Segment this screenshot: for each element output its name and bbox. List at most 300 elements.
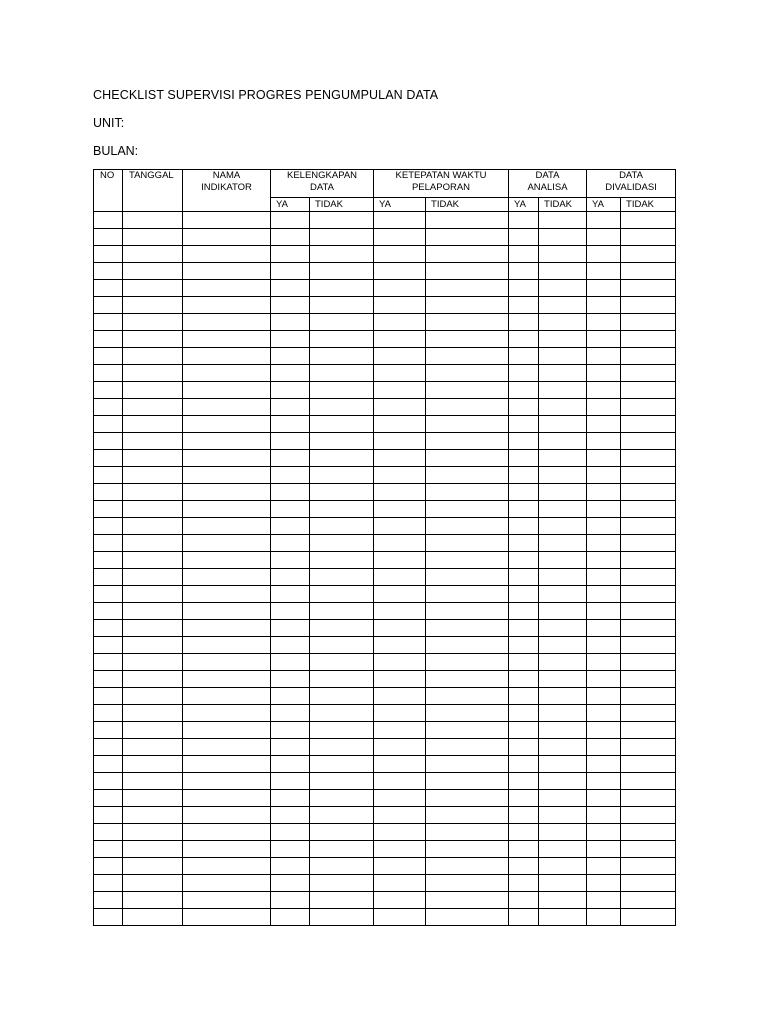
- cell-ketepatan-ya[interactable]: [374, 688, 426, 705]
- cell-ketepatan-ya[interactable]: [374, 450, 426, 467]
- cell-divalidasi-ya[interactable]: [587, 433, 621, 450]
- cell-nama-indikator[interactable]: [183, 416, 271, 433]
- cell-analisa-ya[interactable]: [509, 705, 539, 722]
- cell-ketepatan-tidak[interactable]: [426, 263, 509, 280]
- cell-tanggal[interactable]: [123, 416, 183, 433]
- cell-divalidasi-ya[interactable]: [587, 552, 621, 569]
- cell-divalidasi-ya[interactable]: [587, 535, 621, 552]
- cell-kelengkapan-ya[interactable]: [271, 552, 310, 569]
- cell-nama-indikator[interactable]: [183, 212, 271, 229]
- cell-divalidasi-ya[interactable]: [587, 739, 621, 756]
- cell-analisa-ya[interactable]: [509, 790, 539, 807]
- cell-tanggal[interactable]: [123, 263, 183, 280]
- cell-divalidasi-ya[interactable]: [587, 467, 621, 484]
- cell-analisa-tidak[interactable]: [539, 348, 587, 365]
- cell-analisa-tidak[interactable]: [539, 773, 587, 790]
- cell-divalidasi-tidak[interactable]: [621, 501, 676, 518]
- cell-nama-indikator[interactable]: [183, 280, 271, 297]
- cell-nama-indikator[interactable]: [183, 620, 271, 637]
- cell-ketepatan-ya[interactable]: [374, 756, 426, 773]
- cell-kelengkapan-tidak[interactable]: [310, 382, 374, 399]
- cell-analisa-tidak[interactable]: [539, 416, 587, 433]
- cell-divalidasi-ya[interactable]: [587, 892, 621, 909]
- cell-divalidasi-tidak[interactable]: [621, 671, 676, 688]
- cell-analisa-tidak[interactable]: [539, 484, 587, 501]
- cell-divalidasi-tidak[interactable]: [621, 416, 676, 433]
- cell-divalidasi-tidak[interactable]: [621, 637, 676, 654]
- cell-kelengkapan-ya[interactable]: [271, 688, 310, 705]
- cell-ketepatan-ya[interactable]: [374, 212, 426, 229]
- cell-kelengkapan-ya[interactable]: [271, 705, 310, 722]
- cell-analisa-tidak[interactable]: [539, 229, 587, 246]
- cell-kelengkapan-ya[interactable]: [271, 501, 310, 518]
- cell-divalidasi-tidak[interactable]: [621, 773, 676, 790]
- cell-no[interactable]: [94, 892, 123, 909]
- cell-tanggal[interactable]: [123, 807, 183, 824]
- cell-divalidasi-tidak[interactable]: [621, 722, 676, 739]
- cell-no[interactable]: [94, 620, 123, 637]
- cell-kelengkapan-tidak[interactable]: [310, 620, 374, 637]
- cell-nama-indikator[interactable]: [183, 739, 271, 756]
- cell-tanggal[interactable]: [123, 314, 183, 331]
- cell-kelengkapan-tidak[interactable]: [310, 433, 374, 450]
- cell-analisa-ya[interactable]: [509, 654, 539, 671]
- cell-analisa-ya[interactable]: [509, 824, 539, 841]
- cell-divalidasi-ya[interactable]: [587, 858, 621, 875]
- cell-kelengkapan-ya[interactable]: [271, 892, 310, 909]
- cell-analisa-ya[interactable]: [509, 807, 539, 824]
- cell-analisa-ya[interactable]: [509, 586, 539, 603]
- cell-no[interactable]: [94, 807, 123, 824]
- cell-ketepatan-ya[interactable]: [374, 620, 426, 637]
- cell-ketepatan-ya[interactable]: [374, 705, 426, 722]
- cell-ketepatan-ya[interactable]: [374, 654, 426, 671]
- cell-kelengkapan-tidak[interactable]: [310, 875, 374, 892]
- cell-analisa-ya[interactable]: [509, 263, 539, 280]
- cell-nama-indikator[interactable]: [183, 705, 271, 722]
- cell-ketepatan-tidak[interactable]: [426, 637, 509, 654]
- cell-kelengkapan-tidak[interactable]: [310, 416, 374, 433]
- cell-analisa-ya[interactable]: [509, 229, 539, 246]
- cell-nama-indikator[interactable]: [183, 756, 271, 773]
- cell-nama-indikator[interactable]: [183, 841, 271, 858]
- cell-divalidasi-ya[interactable]: [587, 841, 621, 858]
- cell-tanggal[interactable]: [123, 518, 183, 535]
- cell-ketepatan-tidak[interactable]: [426, 569, 509, 586]
- cell-kelengkapan-ya[interactable]: [271, 331, 310, 348]
- cell-ketepatan-ya[interactable]: [374, 807, 426, 824]
- cell-analisa-ya[interactable]: [509, 501, 539, 518]
- cell-analisa-ya[interactable]: [509, 671, 539, 688]
- cell-ketepatan-ya[interactable]: [374, 858, 426, 875]
- cell-tanggal[interactable]: [123, 841, 183, 858]
- cell-analisa-ya[interactable]: [509, 722, 539, 739]
- cell-tanggal[interactable]: [123, 773, 183, 790]
- cell-analisa-tidak[interactable]: [539, 739, 587, 756]
- cell-nama-indikator[interactable]: [183, 790, 271, 807]
- cell-ketepatan-ya[interactable]: [374, 841, 426, 858]
- cell-analisa-ya[interactable]: [509, 518, 539, 535]
- cell-kelengkapan-tidak[interactable]: [310, 841, 374, 858]
- cell-kelengkapan-ya[interactable]: [271, 280, 310, 297]
- cell-kelengkapan-ya[interactable]: [271, 314, 310, 331]
- cell-tanggal[interactable]: [123, 637, 183, 654]
- cell-analisa-tidak[interactable]: [539, 858, 587, 875]
- cell-no[interactable]: [94, 263, 123, 280]
- cell-analisa-ya[interactable]: [509, 314, 539, 331]
- cell-kelengkapan-ya[interactable]: [271, 841, 310, 858]
- cell-analisa-tidak[interactable]: [539, 875, 587, 892]
- cell-ketepatan-ya[interactable]: [374, 280, 426, 297]
- cell-analisa-ya[interactable]: [509, 280, 539, 297]
- cell-ketepatan-tidak[interactable]: [426, 603, 509, 620]
- cell-kelengkapan-tidak[interactable]: [310, 892, 374, 909]
- cell-divalidasi-tidak[interactable]: [621, 807, 676, 824]
- cell-divalidasi-ya[interactable]: [587, 637, 621, 654]
- cell-analisa-tidak[interactable]: [539, 331, 587, 348]
- cell-tanggal[interactable]: [123, 467, 183, 484]
- cell-ketepatan-tidak[interactable]: [426, 705, 509, 722]
- cell-analisa-ya[interactable]: [509, 246, 539, 263]
- cell-nama-indikator[interactable]: [183, 229, 271, 246]
- cell-nama-indikator[interactable]: [183, 331, 271, 348]
- cell-nama-indikator[interactable]: [183, 552, 271, 569]
- cell-tanggal[interactable]: [123, 603, 183, 620]
- cell-kelengkapan-tidak[interactable]: [310, 739, 374, 756]
- cell-analisa-ya[interactable]: [509, 535, 539, 552]
- cell-ketepatan-ya[interactable]: [374, 586, 426, 603]
- cell-divalidasi-tidak[interactable]: [621, 586, 676, 603]
- cell-divalidasi-ya[interactable]: [587, 484, 621, 501]
- cell-ketepatan-tidak[interactable]: [426, 246, 509, 263]
- cell-nama-indikator[interactable]: [183, 484, 271, 501]
- cell-kelengkapan-ya[interactable]: [271, 586, 310, 603]
- cell-ketepatan-tidak[interactable]: [426, 314, 509, 331]
- cell-ketepatan-tidak[interactable]: [426, 518, 509, 535]
- cell-no[interactable]: [94, 858, 123, 875]
- cell-kelengkapan-ya[interactable]: [271, 467, 310, 484]
- cell-ketepatan-ya[interactable]: [374, 739, 426, 756]
- cell-kelengkapan-tidak[interactable]: [310, 467, 374, 484]
- cell-ketepatan-ya[interactable]: [374, 314, 426, 331]
- cell-kelengkapan-ya[interactable]: [271, 603, 310, 620]
- cell-ketepatan-tidak[interactable]: [426, 620, 509, 637]
- cell-tanggal[interactable]: [123, 297, 183, 314]
- cell-divalidasi-ya[interactable]: [587, 671, 621, 688]
- cell-analisa-ya[interactable]: [509, 365, 539, 382]
- cell-kelengkapan-tidak[interactable]: [310, 722, 374, 739]
- cell-kelengkapan-tidak[interactable]: [310, 263, 374, 280]
- cell-nama-indikator[interactable]: [183, 501, 271, 518]
- cell-no[interactable]: [94, 841, 123, 858]
- cell-ketepatan-ya[interactable]: [374, 331, 426, 348]
- cell-kelengkapan-tidak[interactable]: [310, 603, 374, 620]
- cell-tanggal[interactable]: [123, 858, 183, 875]
- cell-nama-indikator[interactable]: [183, 263, 271, 280]
- cell-analisa-ya[interactable]: [509, 858, 539, 875]
- cell-analisa-tidak[interactable]: [539, 671, 587, 688]
- cell-ketepatan-tidak[interactable]: [426, 280, 509, 297]
- cell-divalidasi-tidak[interactable]: [621, 875, 676, 892]
- cell-divalidasi-ya[interactable]: [587, 399, 621, 416]
- cell-kelengkapan-ya[interactable]: [271, 654, 310, 671]
- cell-kelengkapan-tidak[interactable]: [310, 365, 374, 382]
- cell-nama-indikator[interactable]: [183, 569, 271, 586]
- cell-ketepatan-tidak[interactable]: [426, 790, 509, 807]
- cell-ketepatan-ya[interactable]: [374, 569, 426, 586]
- cell-tanggal[interactable]: [123, 620, 183, 637]
- cell-divalidasi-tidak[interactable]: [621, 654, 676, 671]
- cell-analisa-tidak[interactable]: [539, 654, 587, 671]
- cell-kelengkapan-tidak[interactable]: [310, 773, 374, 790]
- cell-nama-indikator[interactable]: [183, 858, 271, 875]
- cell-kelengkapan-ya[interactable]: [271, 569, 310, 586]
- cell-no[interactable]: [94, 739, 123, 756]
- cell-kelengkapan-tidak[interactable]: [310, 535, 374, 552]
- cell-kelengkapan-tidak[interactable]: [310, 314, 374, 331]
- cell-kelengkapan-ya[interactable]: [271, 263, 310, 280]
- cell-kelengkapan-tidak[interactable]: [310, 705, 374, 722]
- cell-kelengkapan-ya[interactable]: [271, 671, 310, 688]
- cell-analisa-ya[interactable]: [509, 841, 539, 858]
- cell-analisa-tidak[interactable]: [539, 756, 587, 773]
- cell-analisa-ya[interactable]: [509, 773, 539, 790]
- cell-divalidasi-ya[interactable]: [587, 450, 621, 467]
- cell-nama-indikator[interactable]: [183, 892, 271, 909]
- cell-kelengkapan-tidak[interactable]: [310, 671, 374, 688]
- cell-divalidasi-tidak[interactable]: [621, 229, 676, 246]
- cell-divalidasi-tidak[interactable]: [621, 756, 676, 773]
- cell-no[interactable]: [94, 450, 123, 467]
- cell-tanggal[interactable]: [123, 790, 183, 807]
- cell-ketepatan-tidak[interactable]: [426, 875, 509, 892]
- cell-analisa-ya[interactable]: [509, 297, 539, 314]
- cell-divalidasi-ya[interactable]: [587, 773, 621, 790]
- cell-kelengkapan-ya[interactable]: [271, 365, 310, 382]
- cell-tanggal[interactable]: [123, 892, 183, 909]
- cell-divalidasi-tidak[interactable]: [621, 263, 676, 280]
- cell-divalidasi-ya[interactable]: [587, 688, 621, 705]
- cell-no[interactable]: [94, 705, 123, 722]
- cell-divalidasi-tidak[interactable]: [621, 790, 676, 807]
- cell-divalidasi-tidak[interactable]: [621, 518, 676, 535]
- cell-kelengkapan-ya[interactable]: [271, 484, 310, 501]
- cell-no[interactable]: [94, 552, 123, 569]
- cell-divalidasi-tidak[interactable]: [621, 297, 676, 314]
- cell-analisa-tidak[interactable]: [539, 365, 587, 382]
- cell-ketepatan-ya[interactable]: [374, 382, 426, 399]
- cell-divalidasi-tidak[interactable]: [621, 348, 676, 365]
- cell-no[interactable]: [94, 909, 123, 926]
- cell-ketepatan-ya[interactable]: [374, 501, 426, 518]
- cell-analisa-ya[interactable]: [509, 450, 539, 467]
- cell-kelengkapan-ya[interactable]: [271, 348, 310, 365]
- cell-divalidasi-ya[interactable]: [587, 212, 621, 229]
- cell-ketepatan-tidak[interactable]: [426, 501, 509, 518]
- cell-no[interactable]: [94, 756, 123, 773]
- cell-ketepatan-ya[interactable]: [374, 892, 426, 909]
- cell-tanggal[interactable]: [123, 229, 183, 246]
- cell-kelengkapan-tidak[interactable]: [310, 654, 374, 671]
- cell-divalidasi-tidak[interactable]: [621, 552, 676, 569]
- cell-kelengkapan-ya[interactable]: [271, 875, 310, 892]
- cell-analisa-tidak[interactable]: [539, 807, 587, 824]
- cell-ketepatan-ya[interactable]: [374, 909, 426, 926]
- cell-nama-indikator[interactable]: [183, 722, 271, 739]
- cell-kelengkapan-tidak[interactable]: [310, 569, 374, 586]
- cell-no[interactable]: [94, 399, 123, 416]
- cell-analisa-ya[interactable]: [509, 909, 539, 926]
- cell-nama-indikator[interactable]: [183, 671, 271, 688]
- cell-analisa-tidak[interactable]: [539, 212, 587, 229]
- cell-ketepatan-tidak[interactable]: [426, 892, 509, 909]
- cell-tanggal[interactable]: [123, 382, 183, 399]
- cell-divalidasi-tidak[interactable]: [621, 909, 676, 926]
- cell-divalidasi-ya[interactable]: [587, 518, 621, 535]
- cell-no[interactable]: [94, 280, 123, 297]
- cell-analisa-tidak[interactable]: [539, 892, 587, 909]
- cell-divalidasi-tidak[interactable]: [621, 688, 676, 705]
- cell-ketepatan-tidak[interactable]: [426, 756, 509, 773]
- cell-no[interactable]: [94, 790, 123, 807]
- cell-analisa-ya[interactable]: [509, 467, 539, 484]
- cell-nama-indikator[interactable]: [183, 450, 271, 467]
- cell-kelengkapan-ya[interactable]: [271, 790, 310, 807]
- cell-no[interactable]: [94, 246, 123, 263]
- cell-divalidasi-tidak[interactable]: [621, 212, 676, 229]
- cell-divalidasi-tidak[interactable]: [621, 382, 676, 399]
- cell-nama-indikator[interactable]: [183, 246, 271, 263]
- cell-analisa-tidak[interactable]: [539, 688, 587, 705]
- cell-ketepatan-tidak[interactable]: [426, 909, 509, 926]
- cell-ketepatan-tidak[interactable]: [426, 229, 509, 246]
- cell-no[interactable]: [94, 314, 123, 331]
- cell-divalidasi-ya[interactable]: [587, 756, 621, 773]
- cell-divalidasi-tidak[interactable]: [621, 620, 676, 637]
- cell-tanggal[interactable]: [123, 569, 183, 586]
- cell-analisa-tidak[interactable]: [539, 722, 587, 739]
- cell-no[interactable]: [94, 535, 123, 552]
- cell-tanggal[interactable]: [123, 722, 183, 739]
- cell-ketepatan-tidak[interactable]: [426, 467, 509, 484]
- cell-ketepatan-tidak[interactable]: [426, 382, 509, 399]
- cell-kelengkapan-tidak[interactable]: [310, 450, 374, 467]
- cell-kelengkapan-tidak[interactable]: [310, 484, 374, 501]
- cell-analisa-tidak[interactable]: [539, 263, 587, 280]
- cell-kelengkapan-tidak[interactable]: [310, 331, 374, 348]
- cell-ketepatan-ya[interactable]: [374, 722, 426, 739]
- cell-ketepatan-tidak[interactable]: [426, 807, 509, 824]
- cell-no[interactable]: [94, 365, 123, 382]
- cell-tanggal[interactable]: [123, 280, 183, 297]
- cell-ketepatan-ya[interactable]: [374, 637, 426, 654]
- cell-analisa-tidak[interactable]: [539, 246, 587, 263]
- cell-ketepatan-ya[interactable]: [374, 552, 426, 569]
- cell-tanggal[interactable]: [123, 365, 183, 382]
- cell-kelengkapan-tidak[interactable]: [310, 229, 374, 246]
- cell-no[interactable]: [94, 416, 123, 433]
- cell-divalidasi-tidak[interactable]: [621, 858, 676, 875]
- cell-analisa-tidak[interactable]: [539, 705, 587, 722]
- cell-tanggal[interactable]: [123, 399, 183, 416]
- cell-ketepatan-tidak[interactable]: [426, 739, 509, 756]
- cell-tanggal[interactable]: [123, 348, 183, 365]
- cell-ketepatan-tidak[interactable]: [426, 552, 509, 569]
- cell-kelengkapan-tidak[interactable]: [310, 212, 374, 229]
- cell-tanggal[interactable]: [123, 331, 183, 348]
- cell-divalidasi-ya[interactable]: [587, 348, 621, 365]
- cell-nama-indikator[interactable]: [183, 382, 271, 399]
- cell-kelengkapan-ya[interactable]: [271, 807, 310, 824]
- cell-nama-indikator[interactable]: [183, 688, 271, 705]
- cell-kelengkapan-ya[interactable]: [271, 756, 310, 773]
- cell-no[interactable]: [94, 484, 123, 501]
- cell-kelengkapan-ya[interactable]: [271, 535, 310, 552]
- cell-kelengkapan-ya[interactable]: [271, 722, 310, 739]
- cell-divalidasi-ya[interactable]: [587, 246, 621, 263]
- cell-nama-indikator[interactable]: [183, 433, 271, 450]
- cell-analisa-tidak[interactable]: [539, 501, 587, 518]
- cell-no[interactable]: [94, 467, 123, 484]
- cell-divalidasi-tidak[interactable]: [621, 314, 676, 331]
- cell-analisa-ya[interactable]: [509, 756, 539, 773]
- cell-kelengkapan-ya[interactable]: [271, 416, 310, 433]
- cell-divalidasi-tidak[interactable]: [621, 280, 676, 297]
- cell-kelengkapan-tidak[interactable]: [310, 858, 374, 875]
- cell-ketepatan-ya[interactable]: [374, 433, 426, 450]
- cell-nama-indikator[interactable]: [183, 365, 271, 382]
- cell-no[interactable]: [94, 501, 123, 518]
- cell-ketepatan-tidak[interactable]: [426, 433, 509, 450]
- cell-analisa-tidak[interactable]: [539, 433, 587, 450]
- cell-ketepatan-tidak[interactable]: [426, 858, 509, 875]
- cell-nama-indikator[interactable]: [183, 535, 271, 552]
- cell-ketepatan-ya[interactable]: [374, 484, 426, 501]
- cell-ketepatan-ya[interactable]: [374, 671, 426, 688]
- cell-divalidasi-tidak[interactable]: [621, 246, 676, 263]
- cell-ketepatan-ya[interactable]: [374, 348, 426, 365]
- cell-divalidasi-ya[interactable]: [587, 586, 621, 603]
- cell-divalidasi-ya[interactable]: [587, 382, 621, 399]
- cell-kelengkapan-tidak[interactable]: [310, 688, 374, 705]
- cell-analisa-tidak[interactable]: [539, 450, 587, 467]
- cell-analisa-tidak[interactable]: [539, 603, 587, 620]
- cell-ketepatan-ya[interactable]: [374, 246, 426, 263]
- cell-kelengkapan-tidak[interactable]: [310, 807, 374, 824]
- cell-divalidasi-ya[interactable]: [587, 314, 621, 331]
- cell-kelengkapan-ya[interactable]: [271, 858, 310, 875]
- cell-divalidasi-ya[interactable]: [587, 620, 621, 637]
- cell-analisa-ya[interactable]: [509, 739, 539, 756]
- cell-no[interactable]: [94, 603, 123, 620]
- cell-no[interactable]: [94, 824, 123, 841]
- cell-kelengkapan-tidak[interactable]: [310, 348, 374, 365]
- cell-analisa-ya[interactable]: [509, 875, 539, 892]
- cell-ketepatan-ya[interactable]: [374, 790, 426, 807]
- cell-analisa-ya[interactable]: [509, 212, 539, 229]
- cell-divalidasi-tidak[interactable]: [621, 535, 676, 552]
- cell-ketepatan-tidak[interactable]: [426, 841, 509, 858]
- cell-analisa-tidak[interactable]: [539, 841, 587, 858]
- cell-divalidasi-ya[interactable]: [587, 705, 621, 722]
- cell-analisa-tidak[interactable]: [539, 297, 587, 314]
- cell-kelengkapan-tidak[interactable]: [310, 552, 374, 569]
- cell-kelengkapan-tidak[interactable]: [310, 246, 374, 263]
- cell-kelengkapan-ya[interactable]: [271, 297, 310, 314]
- cell-nama-indikator[interactable]: [183, 654, 271, 671]
- cell-ketepatan-tidak[interactable]: [426, 365, 509, 382]
- cell-ketepatan-tidak[interactable]: [426, 722, 509, 739]
